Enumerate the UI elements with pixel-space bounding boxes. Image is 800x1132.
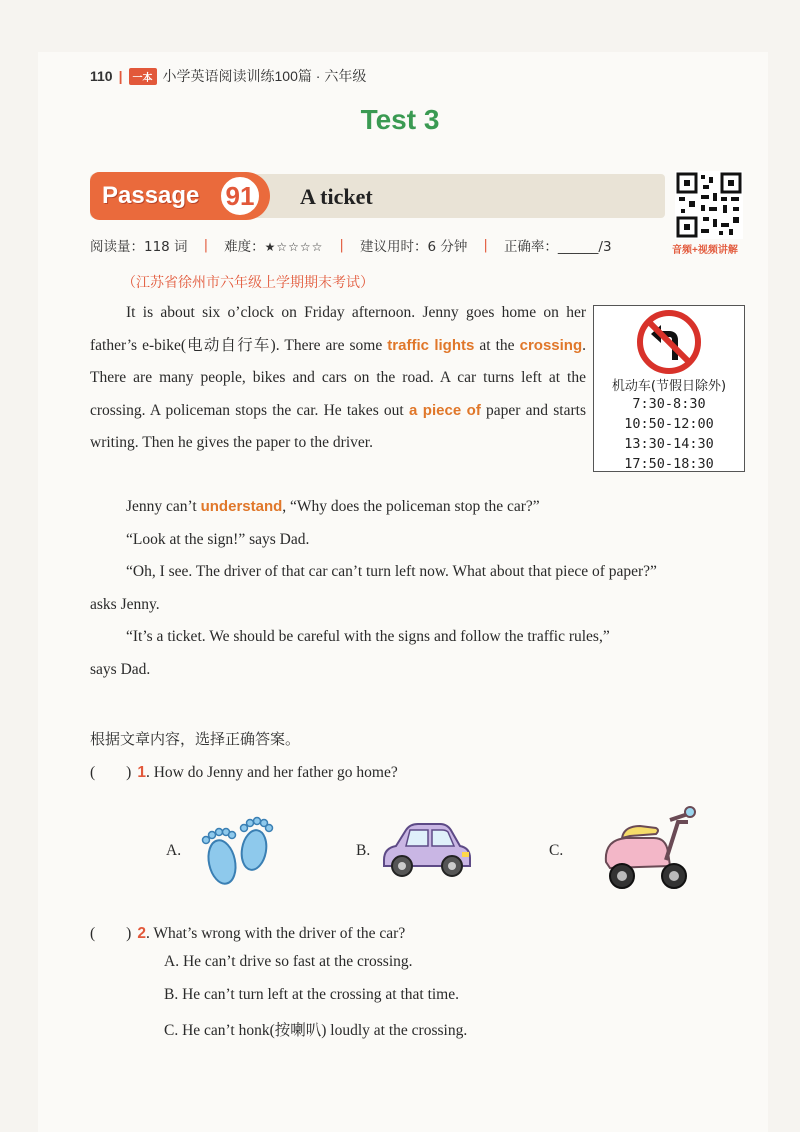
e-bike-icon (596, 800, 700, 904)
sign-time-4: 17:50-18:30 (624, 456, 714, 472)
paragraph-1: It is about six o’clock on Friday afternoon. Jenny goes home on her father’s e-bike(电动自行车). There are some traffic lights at the crossing. There are many people, bikes and cars on the road. A car turns left at the crossing. A policeman stops the car. He takes out a piece of paper and starts writing. Then he gives the paper to the driver. (90, 304, 587, 451)
q2-option-a[interactable]: A. He can’t drive so fast at the crossing. (164, 953, 413, 970)
qr-code-icon[interactable] (675, 171, 743, 239)
paragraph-4-line-1: “Oh, I see. The driver of that car can’t turn left now. What about that piece of paper?” (126, 563, 657, 580)
book-logo: 一本 (129, 68, 157, 85)
qr-label: 音频+视频讲解 (672, 245, 738, 256)
sign-time-2: 10:50-12:00 (624, 416, 714, 432)
questions-intro: 根据文章内容，选择正确答案。 (90, 730, 301, 748)
sign-caption: 机动车(节假日除外) (611, 379, 727, 394)
paragraph-5-line-1: “It’s a ticket. We should be careful with the signs and follow the traffic rules,” (126, 628, 610, 645)
header-separator: | (118, 68, 123, 84)
answer-blank-1[interactable]: ( ) (90, 764, 132, 781)
answer-blank-2[interactable]: ( ) (90, 925, 132, 942)
paragraph-2: Jenny can’t understand, “Why does the policeman stop the car?” (126, 498, 540, 515)
no-left-turn-sign-icon (637, 310, 701, 374)
car-icon (378, 818, 474, 882)
exam-source: （江苏省徐州市六年级上学期期末考试） (122, 275, 374, 291)
passage-number: 91 (218, 174, 262, 218)
page-number: 110 (90, 68, 113, 84)
difficulty: 难度：★☆☆☆☆ (224, 239, 324, 255)
passage-title: A ticket (300, 184, 373, 209)
test-title: Test 3 (360, 104, 440, 135)
passage-meta: 阅读量：118 词 | 难度：★☆☆☆☆ | 建议用时：6 分钟 | 正确率：______/3 (90, 237, 612, 255)
question-2: ( ) 2. What’s wrong with the driver of the car? (90, 925, 406, 942)
difficulty-stars-icon: ★☆☆☆☆ (264, 240, 324, 254)
footprints-icon (196, 810, 276, 890)
passage-label: Passage (102, 182, 200, 209)
paragraph-3: “Look at the sign!” says Dad. (126, 531, 310, 548)
question-1: ( ) 1. How do Jenny and her father go home? (90, 764, 398, 781)
paragraph-5-line-2: says Dad. (90, 661, 151, 678)
suggested-time: 建议用时：6 分钟 (359, 239, 468, 255)
book-title: 小学英语阅读训练100篇 · 六年级 (162, 68, 367, 84)
q1-option-c-label[interactable]: C. (549, 842, 564, 859)
q1-option-b-label[interactable]: B. (356, 842, 371, 859)
word-count: 阅读量：118 词 (90, 239, 188, 255)
passage-badge (90, 172, 270, 220)
q2-option-b[interactable]: B. He can’t turn left at the crossing at that time. (164, 986, 459, 1003)
q1-option-a-label[interactable]: A. (166, 842, 182, 859)
sign-time-3: 13:30-14:30 (624, 436, 714, 452)
accuracy: 正确率：______/3 (503, 239, 612, 255)
traffic-sign-box (593, 305, 745, 472)
q2-option-c[interactable]: C. He can’t honk(按喇叭) loudly at the crossing. (164, 1022, 468, 1039)
running-header (90, 66, 366, 86)
sign-time-1: 7:30-8:30 (632, 396, 706, 412)
paragraph-4-line-2: asks Jenny. (90, 596, 160, 613)
